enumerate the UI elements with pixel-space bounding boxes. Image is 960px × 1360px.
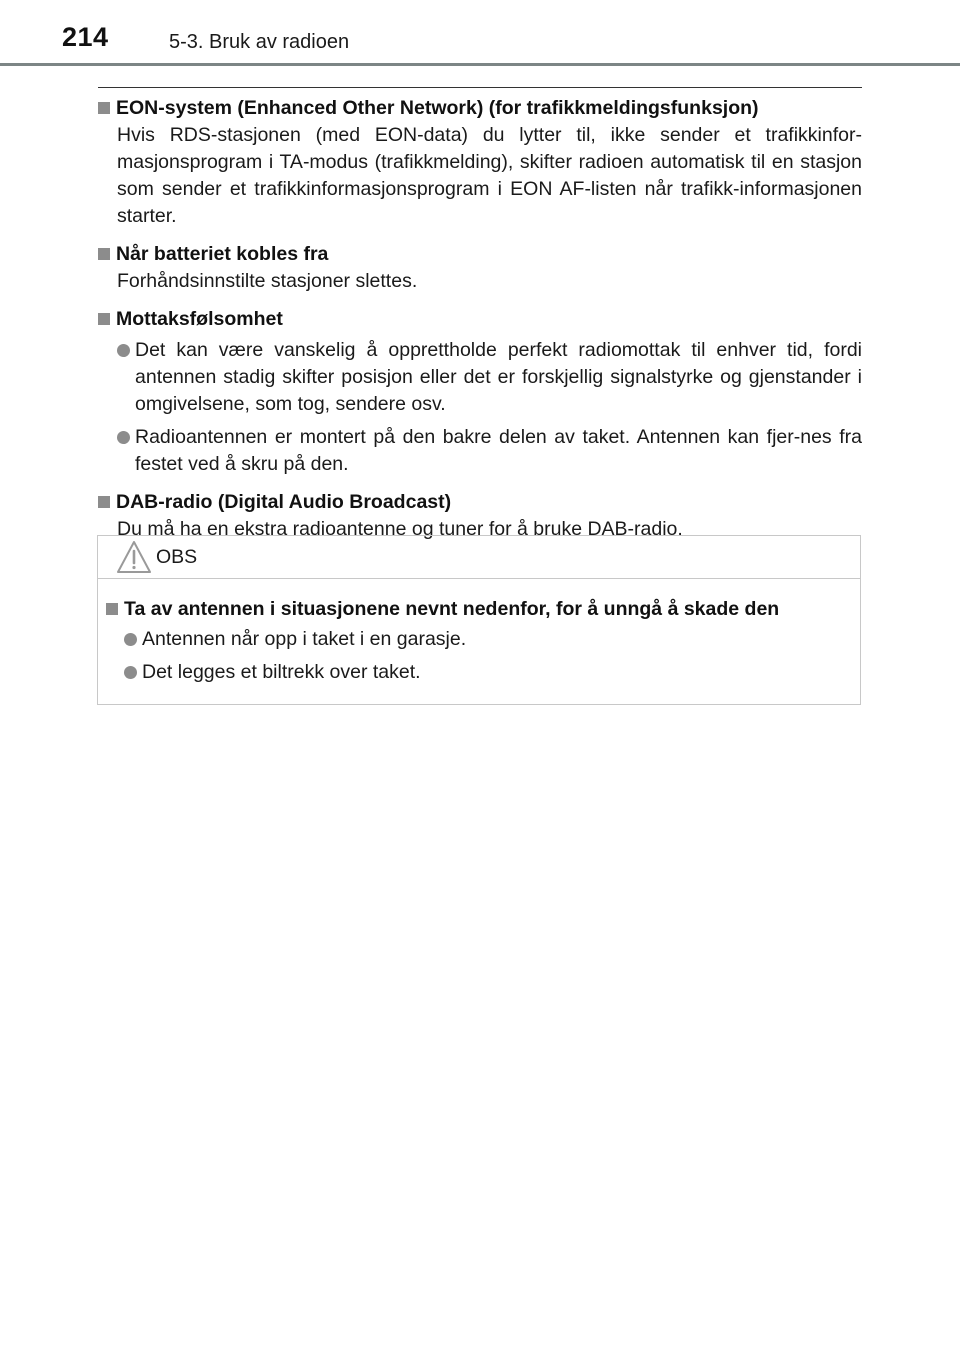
list-item (117, 424, 862, 478)
page-number: 214 (62, 22, 109, 52)
header-divider (0, 63, 960, 66)
list-item-text: Det kan være vanskelig å opprettholde perfekt radiomottak til enhver tid, fordi antennen stadig skifter posisjon eller det er forskjellig signalstyrke og gjenstander i omgivelsene, som tog, sendere osv. (135, 339, 862, 415)
round-bullet-icon (117, 431, 130, 444)
section-heading-text: Når batteriet kobles fra (116, 243, 329, 265)
square-bullet-icon (98, 102, 110, 114)
list-item-text: Antennen når opp i taket i en garasje. (142, 628, 467, 650)
square-bullet-icon (98, 248, 110, 260)
caution-box (97, 535, 861, 705)
list-item (124, 659, 852, 686)
section-heading (98, 240, 862, 268)
section-reception (98, 305, 862, 478)
content-top-divider (98, 87, 862, 88)
list-item-text: Radioantennen er montert på den bakre delen av taket. Antennen kan fjer-nes fra festet ved å skru på den. (135, 426, 862, 475)
warning-triangle-icon (116, 540, 152, 574)
caution-header (98, 536, 860, 579)
square-bullet-icon (106, 603, 118, 615)
square-bullet-icon (98, 496, 110, 508)
content (98, 94, 862, 553)
section-text: Du må ha en ekstra radioantenne og tuner for å bruke DAB-radio. (117, 518, 683, 540)
section-heading-text: Mottaksfølsomhet (116, 308, 283, 330)
section-heading-text: DAB-radio (Digital Audio Broadcast) (116, 491, 452, 513)
section-battery (98, 240, 862, 295)
list-item (124, 626, 852, 653)
caution-body (98, 579, 860, 686)
page-header (0, 0, 960, 70)
section-text: Hvis RDS-stasjonen (med EON-data) du lytter til, ikke sender et trafikkinfor-masjonsprogram i TA-modus (trafikkmelding), skifter radioen automatisk til en stasjon som sender et trafikkinformasjonsprogram i EON AF-listen når trafikk-informasjonen starter. (117, 124, 862, 227)
section-eon (98, 94, 862, 230)
round-bullet-icon (124, 666, 137, 679)
caution-heading (106, 595, 852, 623)
section-heading-text: EON-system (Enhanced Other Network) (for trafikkmeldingsfunksjon) (116, 97, 759, 119)
caution-heading-text: Ta av antennen i situasjonene nevnt nedenfor, for å unngå å skade den (124, 598, 780, 620)
list-item (117, 337, 862, 418)
section-heading (98, 305, 862, 333)
section-title: 5-3. Bruk av radioen (169, 31, 350, 53)
square-bullet-icon (98, 313, 110, 325)
section-heading (98, 94, 862, 122)
section-text: Forhåndsinnstilte stasjoner slettes. (117, 270, 418, 292)
caution-title: OBS (156, 546, 198, 568)
round-bullet-icon (117, 344, 130, 357)
round-bullet-icon (124, 633, 137, 646)
list-item-text: Det legges et biltrekk over taket. (142, 661, 421, 683)
section-heading (98, 488, 862, 516)
